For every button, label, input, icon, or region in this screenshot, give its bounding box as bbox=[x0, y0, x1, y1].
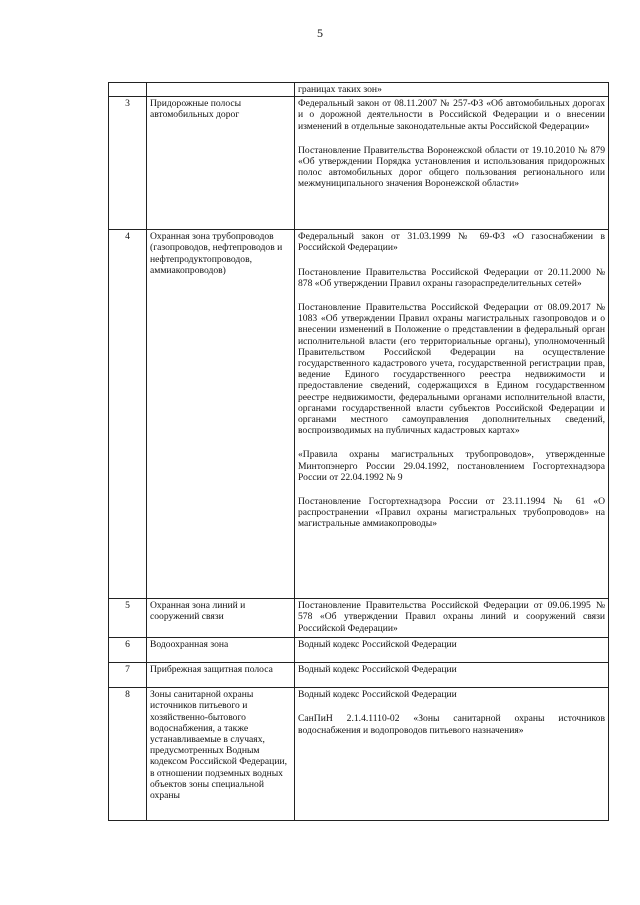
document-text: границах таких зон» bbox=[298, 84, 382, 95]
documents-cell bbox=[295, 230, 609, 599]
table-row bbox=[109, 688, 609, 821]
table-row bbox=[109, 230, 609, 599]
row-number: 6 bbox=[109, 638, 147, 663]
zone-name: Водоохранная зона bbox=[147, 638, 295, 663]
document-text: Водный кодекс Российской Федерации bbox=[298, 639, 457, 651]
table-row bbox=[109, 638, 609, 663]
documents-cell bbox=[295, 688, 609, 821]
document-text: Водный кодекс Российской Федерации bbox=[298, 664, 457, 676]
document-text: Федеральный закон от 31.03.1999 № 69-ФЗ «О газоснабжении в Российской Федерации» bbox=[298, 231, 605, 254]
row-number bbox=[109, 83, 147, 97]
document-text: Постановление Правительства Российской Федерации от 20.11.2000 № 878 «Об утверждении Правил охраны газораспределительных сетей» bbox=[298, 266, 605, 289]
document-text: Постановление Правительства Российской Федерации от 08.09.2017 № 1083 «Об утверждении Правил охраны магистральных газопроводов и о внесении изменений в Положение о представлении в федеральный орган исполнительной власти (его территориальные органы), уполномоченный Правительством Российской Федерации на осуществление государственного кадастрового учета, государственной регистрации прав, ведение Единого государственного реестра недвижимости и предоставление сведений, содержащихся в Едином государственном реестре недвижимости, федеральными органами исполнительной власти, органами государственной власти субъектов Российской Федерации и органами местного самоуправления дополнительных сведений, воспроизводимых на публичных кадастровых картах» bbox=[298, 302, 605, 437]
row-number: 7 bbox=[109, 663, 147, 688]
legal-acts-table bbox=[108, 82, 609, 821]
documents-cell bbox=[295, 663, 609, 688]
documents-cell bbox=[295, 638, 609, 663]
documents-cell bbox=[295, 599, 609, 638]
document-text: Постановление Правительства Российской Федерации от 09.06.1995 № 578 «Об утверждении Правил охраны линий и сооружений связи Российской Федерации» bbox=[298, 600, 605, 634]
document-text: «Правила охраны магистральных трубопроводов», утвержденные Минтопэнерго России 29.04.1992, постановлением Госгортехнадзора России от 22.04.1992 № 9 bbox=[298, 449, 605, 483]
table-row bbox=[109, 599, 609, 638]
document-text: Постановление Госгортехнадзора России от 23.11.1994 № 61 «О распространении «Правил охраны магистральных трубопроводов» на магистральные аммиакопроводы» bbox=[298, 496, 605, 530]
zone-name: Прибрежная защитная полоса bbox=[147, 663, 295, 688]
row-number: 8 bbox=[109, 688, 147, 821]
zone-name: Охранная зона линий и сооружений связи bbox=[147, 599, 295, 638]
row-number: 4 bbox=[109, 230, 147, 599]
row-number: 3 bbox=[109, 97, 147, 230]
zone-name bbox=[147, 83, 295, 97]
zone-name: Придорожные полосы автомобильных дорог bbox=[147, 97, 295, 230]
zone-name: Охранная зона трубопроводов (газопроводов, нефтепроводов и нефтепродуктопроводов, аммиакопроводов) bbox=[147, 230, 295, 599]
document-text: СанПиН 2.1.4.1110-02 «Зоны санитарной охраны источников водоснабжения и водопроводов питьевого назначения» bbox=[298, 713, 605, 736]
zone-name: Зоны санитарной охраны источников питьевого и хозяйственно-бытового водоснабжения, а также устанавливаемые в случаях, предусмотренных Водным кодексом Российской Федерации, в отношении подземных водных объектов зоны специальной охраны bbox=[147, 688, 295, 821]
document-text: Водный кодекс Российской Федерации bbox=[298, 689, 457, 701]
table-row bbox=[109, 663, 609, 688]
documents-cell bbox=[295, 97, 609, 230]
table-row-continuation bbox=[109, 83, 609, 97]
document-text: Постановление Правительства Воронежской области от 19.10.2010 № 879 «Об утверждении Порядка установления и использования придорожных полос автомобильных дорог общего пользования регионального или межмуниципального значения Воронежской области» bbox=[298, 144, 605, 190]
document-text: Федеральный закон от 08.11.2007 № 257-ФЗ «Об автомобильных дорогах и о дорожной деятельности в Российской Федерации и о внесении изменений в отдельные законодательные акты Российской Федерации» bbox=[298, 98, 605, 132]
page-number: 5 bbox=[317, 26, 323, 40]
table-row bbox=[109, 97, 609, 230]
documents-cell bbox=[295, 83, 609, 97]
row-number: 5 bbox=[109, 599, 147, 638]
